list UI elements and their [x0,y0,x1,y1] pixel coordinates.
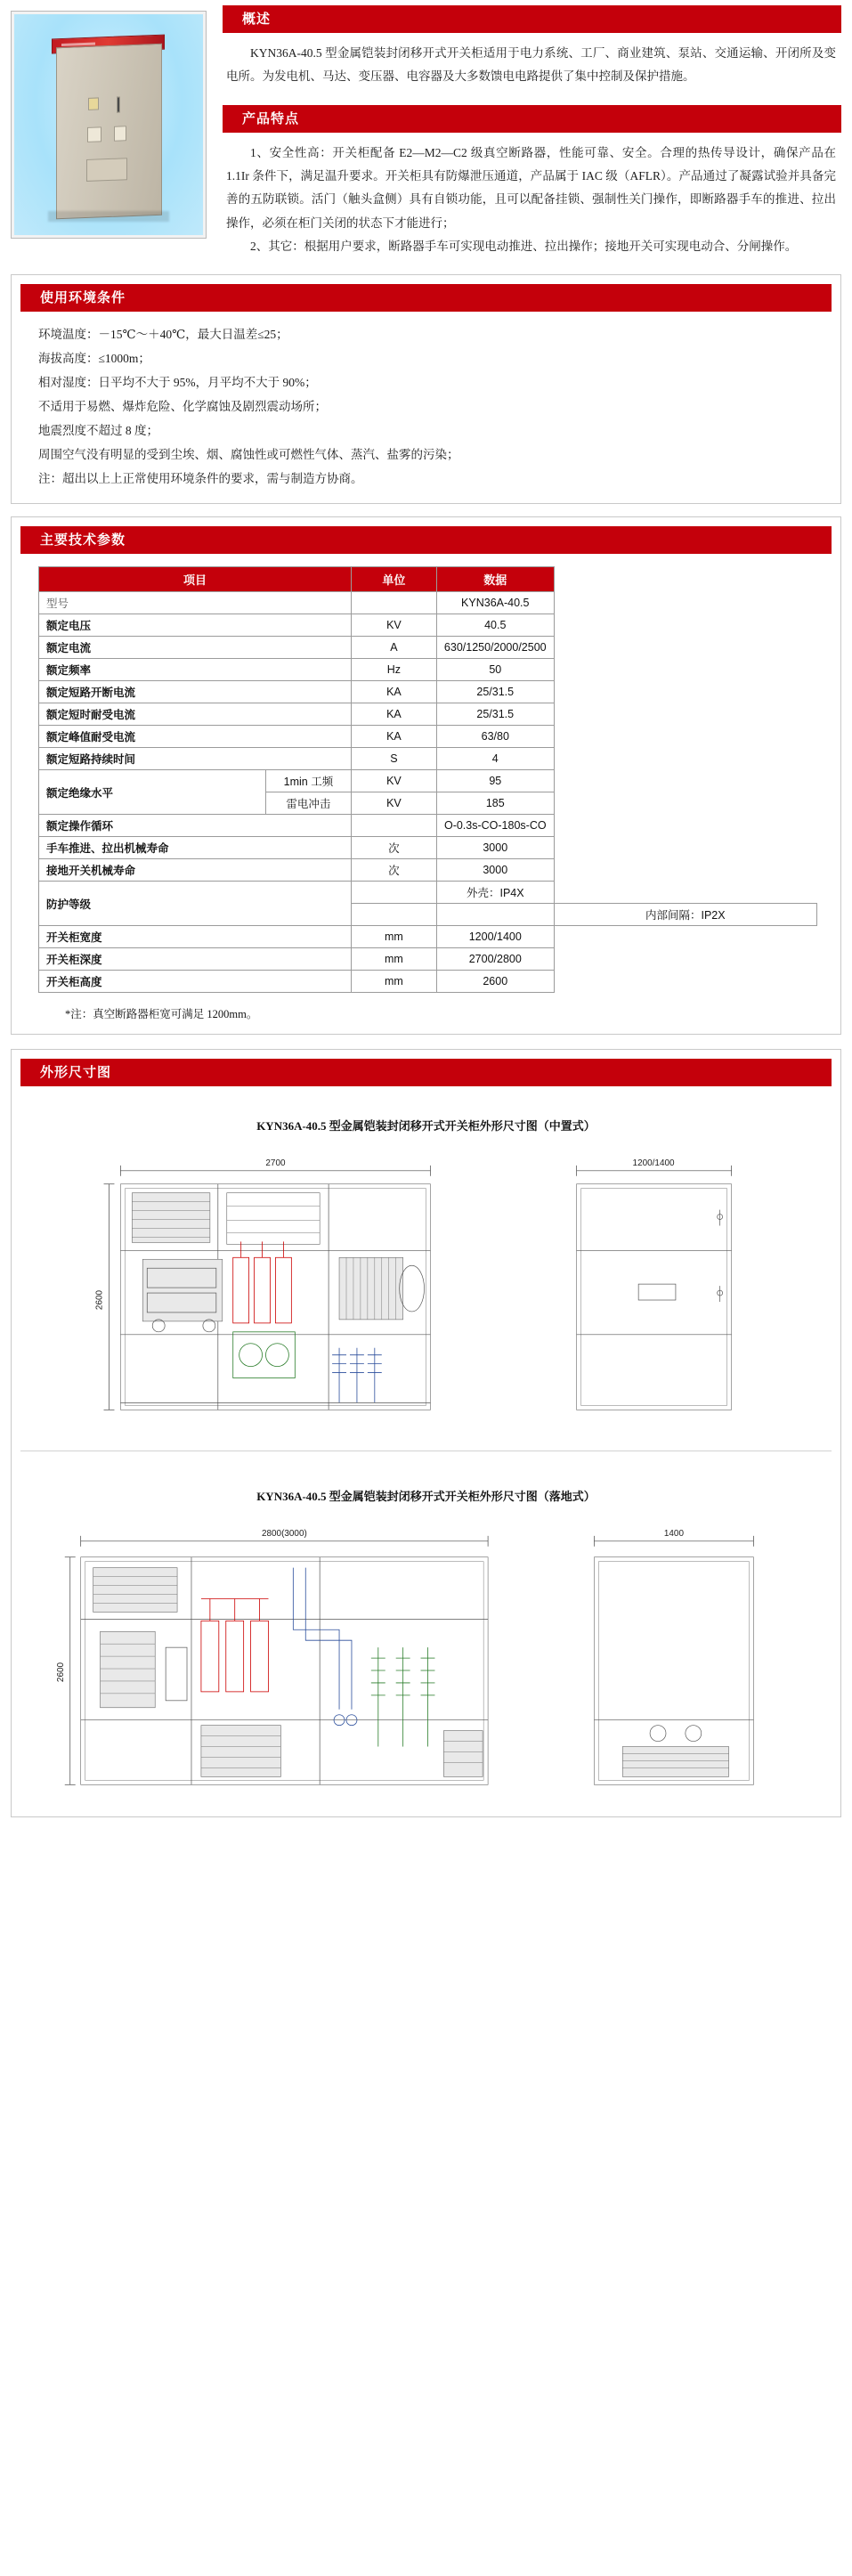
cell-unit: 次 [351,859,436,882]
cell-value: 25/31.5 [436,681,554,703]
cell-item: 额定频率 [39,659,352,681]
dim-label-width-1: 2700 [265,1158,286,1169]
env-line-4: 不适用于易燃、爆炸危险、化学腐蚀及剧烈震动场所； [38,400,327,414]
drawing-title-1: KYN36A-40.5 型金属铠装封闭移开式开关柜外形尺寸图（中置式） [256,1119,596,1134]
cell-unit: mm [351,948,436,971]
cell-unit [436,904,554,926]
cell-unit: KV [351,792,436,815]
section-header-overview: 概述 [223,5,841,33]
overview-body [223,33,841,93]
cell-value: 1200/1400 [436,926,554,948]
table-header-row [39,567,817,592]
cell-unit: mm [351,926,436,948]
cabinet-shadow [48,211,169,222]
cell-unit: KA [351,681,436,703]
drawing-block-2 [12,1457,840,1816]
cell-unit: KV [351,614,436,637]
cell-unit: S [351,748,436,770]
cell-item: 额定短路开断电流 [39,681,352,703]
table-row [39,748,817,770]
table-row [39,815,817,837]
cell-value: O-0.3s-CO-180s-CO [436,815,554,837]
table-row [39,681,817,703]
env-line-7: 注：超出以上上正常使用环境条件的要求，需与制造方协商。 [38,472,363,486]
cell-value: KYN36A-40.5 [436,592,554,614]
cell-unit: KA [351,726,436,748]
env-line-1: 环境温度：－15℃～＋40℃，最大日温差≤25； [38,328,288,342]
cell-item: 额定操作循环 [39,815,352,837]
table-row [39,637,817,659]
drawing-block-1 [12,1086,840,1445]
overview-paragraph: KYN36A-40.5 型金属铠装封闭移开式开关柜适用于电力系统、工厂、商业建筑、泵站、交通运输、开闭所及变电所。为发电机、马达、变压器、电容器及大多数馈电电路提供了集中控制及保护措施。 [226,46,836,84]
cabinet-panel-lower [85,158,127,182]
table-row [39,703,817,726]
table-row [39,971,817,993]
cell-item: 手车推进、拉出机械寿命 [39,837,352,859]
tech-params-section [11,516,841,1035]
cabinet-panel-handle [116,97,120,112]
table-row [39,592,817,614]
cell-value: 630/1250/2000/2500 [436,637,554,659]
dim-label-side-1: 1200/1400 [632,1158,675,1169]
dim-label-side-2: 1400 [663,1529,684,1540]
cell-item: 额定绝缘水平 [39,770,266,815]
env-line-5: 地震烈度不超过 8 度； [38,424,158,438]
dim-label-height-2: 2600 [55,1662,66,1683]
cell-sub-item [351,904,436,926]
table-row [39,926,817,948]
drawing-title-2: KYN36A-40.5 型金属铠装封闭移开式开关柜外形尺寸图（落地式） [256,1490,596,1504]
drawing-2-side-view [594,1529,753,1784]
cell-unit: Hz [351,659,436,681]
section-header-tech: 主要技术参数 [20,526,832,554]
cell-item: 开关柜深度 [39,948,352,971]
top-section [0,5,852,262]
cell-value: 95 [436,770,554,792]
cell-sub-item: 1min 工频 [265,770,351,792]
section-header-environment: 使用环境条件 [20,284,832,312]
cell-unit: A [351,637,436,659]
tech-table-note: *注：真空断路器柜宽可满足 1200mm。 [65,1008,258,1021]
table-row [39,726,817,748]
features-body [223,133,841,263]
cabinet-body [56,43,162,219]
top-text-column [207,5,841,262]
cell-unit [351,592,436,614]
cabinet-panel-door-a [86,126,101,142]
table-row [39,659,817,681]
cell-value: 185 [436,792,554,815]
cell-value: 63/80 [436,726,554,748]
cell-unit: KV [351,770,436,792]
cell-unit: KA [351,703,436,726]
cell-value: 2600 [436,971,554,993]
product-photo [14,14,203,235]
cell-value: 内部间隔：IP2X [554,904,816,926]
environment-section [11,274,841,504]
cell-value: 25/31.5 [436,703,554,726]
table-row [39,614,817,637]
cell-value: 2700/2800 [436,948,554,971]
cabinet-panel-meter [88,98,99,110]
cell-value: 4 [436,748,554,770]
col-header-unit: 单位 [351,567,436,592]
section-header-drawings: 外形尺寸图 [20,1059,832,1086]
cell-item: 开关柜宽度 [39,926,352,948]
col-header-item: 项目 [39,567,352,592]
cell-item: 接地开关机械寿命 [39,859,352,882]
tech-table-body [39,592,817,993]
table-row [39,837,817,859]
cell-unit [351,882,436,904]
section-header-features: 产品特点 [223,105,841,133]
drawing-canvas-1 [28,1144,824,1436]
table-row [39,882,817,904]
cell-unit: 次 [351,837,436,859]
dimension-drawings-section [11,1049,841,1816]
environment-list [12,312,840,491]
feature-item-2: 2、其它：根据用户要求，断路器手车可实现电动推进、拉出操作；接地开关可实现电动合、分闸操作。 [250,239,798,253]
cell-value: 50 [436,659,554,681]
drawing-canvas-2 [28,1515,824,1807]
feature-item-1: 1、安全性高：开关柜配备 E2—M2—C2 级真空断路器，性能可靠、安全。合理的热传导设计，确保产品在 1.1Ir 条件下，满足温升要求。开关柜具有防爆泄压通道，产品属于 IAC 级（AFLR）。产品通过了凝露试验并具备完善的五防联锁。活门（触头盒侧）具有自锁功能，且可以配备挂锁、强制性关门操作，即断路器手车的推进、拉出操作，必须在柜门关闭的状态下才能进行； [226,145,836,230]
env-line-6: 周围空气没有明显的受到尘埃、烟、腐蚀性或可燃性气体、蒸汽、盐雾的污染； [38,448,459,462]
cell-item: 额定短时耐受电流 [39,703,352,726]
cell-unit [351,815,436,837]
dim-label-width-2: 2800(3000) [261,1529,307,1540]
drawing-2-main-view [56,1529,488,1784]
cell-value: 外壳：IP4X [436,882,554,904]
cell-sub-item: 雷电冲击 [265,792,351,815]
col-header-value: 数据 [436,567,554,592]
product-photo-frame [11,11,207,239]
drawing-1-side-view [577,1158,732,1410]
cell-item: 防护等级 [39,882,352,926]
cell-value: 3000 [436,859,554,882]
dim-label-height-1: 2600 [94,1290,105,1311]
table-row [39,770,817,792]
cabinet-panel-door-b [114,126,126,142]
cell-item: 开关柜高度 [39,971,352,993]
drawing-1-main-view [95,1158,431,1410]
cell-item: 额定电流 [39,637,352,659]
cell-item: 额定短路持续时间 [39,748,352,770]
cell-value: 40.5 [436,614,554,637]
cell-item: 额定峰值耐受电流 [39,726,352,748]
table-row [39,948,817,971]
table-row [39,859,817,882]
env-line-2: 海拔高度：≤1000m； [38,352,150,366]
tech-table-wrap [12,554,840,1021]
cell-unit: mm [351,971,436,993]
cell-item: 型号 [39,592,352,614]
env-line-3: 相对湿度：日平均不大于 95%，月平均不大于 90%； [38,376,317,390]
cell-item: 额定电压 [39,614,352,637]
cell-value: 3000 [436,837,554,859]
tech-params-table [38,566,817,993]
